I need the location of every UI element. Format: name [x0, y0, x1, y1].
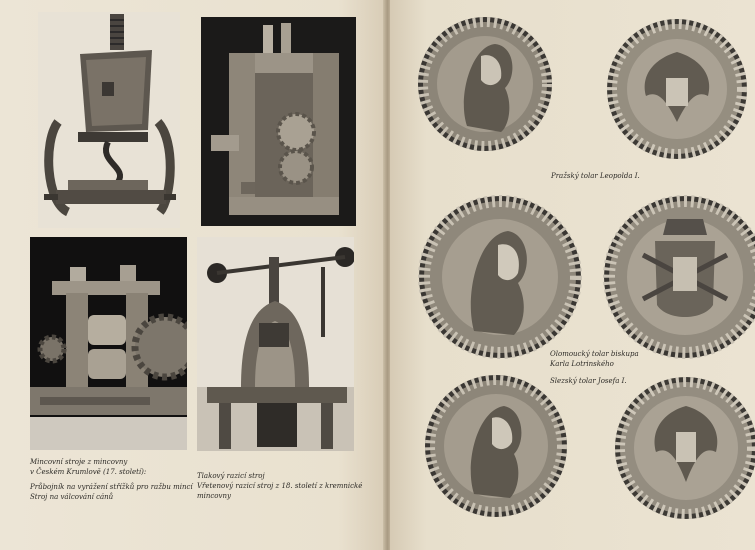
caption-rolling-mill: Stroj na válcování cánů — [30, 493, 114, 501]
caption-press-type: Tlakový razicí stroj — [197, 472, 265, 480]
caption-screw-press-line2: mincovny — [197, 492, 231, 500]
caption-minting-machines-line1: Mincovní stroje z mincovny — [30, 458, 128, 466]
coin-leopold-obverse — [417, 16, 553, 152]
photo-punch-machine — [38, 12, 180, 228]
caption-olomouc-thaler-line1: Olomoucký tolar biskupa — [550, 350, 639, 358]
caption-screw-press-line1: Vřetenový razicí stroj z 18. století z kremnické — [197, 482, 363, 490]
photo-rolling-mill — [30, 237, 187, 450]
coin-olomouc-obverse — [418, 195, 582, 359]
photo-screw-press — [197, 237, 354, 451]
caption-minting-machines-line2: v Českém Krumlově (17. století): — [30, 468, 147, 476]
coin-josef-obverse — [424, 374, 568, 518]
coin-josef-reverse — [614, 376, 755, 520]
caption-minting-machines — [30, 457, 193, 502]
caption-punch-machine: Průbojník na vyrážení střížků pro ražbu mincí — [30, 483, 193, 491]
caption-silesian-thaler-text: Slezský tolar Josefa I. — [550, 377, 627, 385]
coin-olomouc-reverse — [603, 195, 755, 359]
photo-rolling-machine — [201, 17, 356, 226]
caption-olomouc-thaler — [550, 349, 639, 369]
caption-prague-thaler — [551, 171, 640, 181]
caption-olomouc-thaler-line2: Karla Lotrinského — [550, 360, 614, 368]
coin-leopold-reverse — [606, 18, 748, 160]
caption-presses — [197, 471, 362, 501]
caption-prague-thaler-text: Pražský tolar Leopolda I. — [551, 172, 640, 180]
